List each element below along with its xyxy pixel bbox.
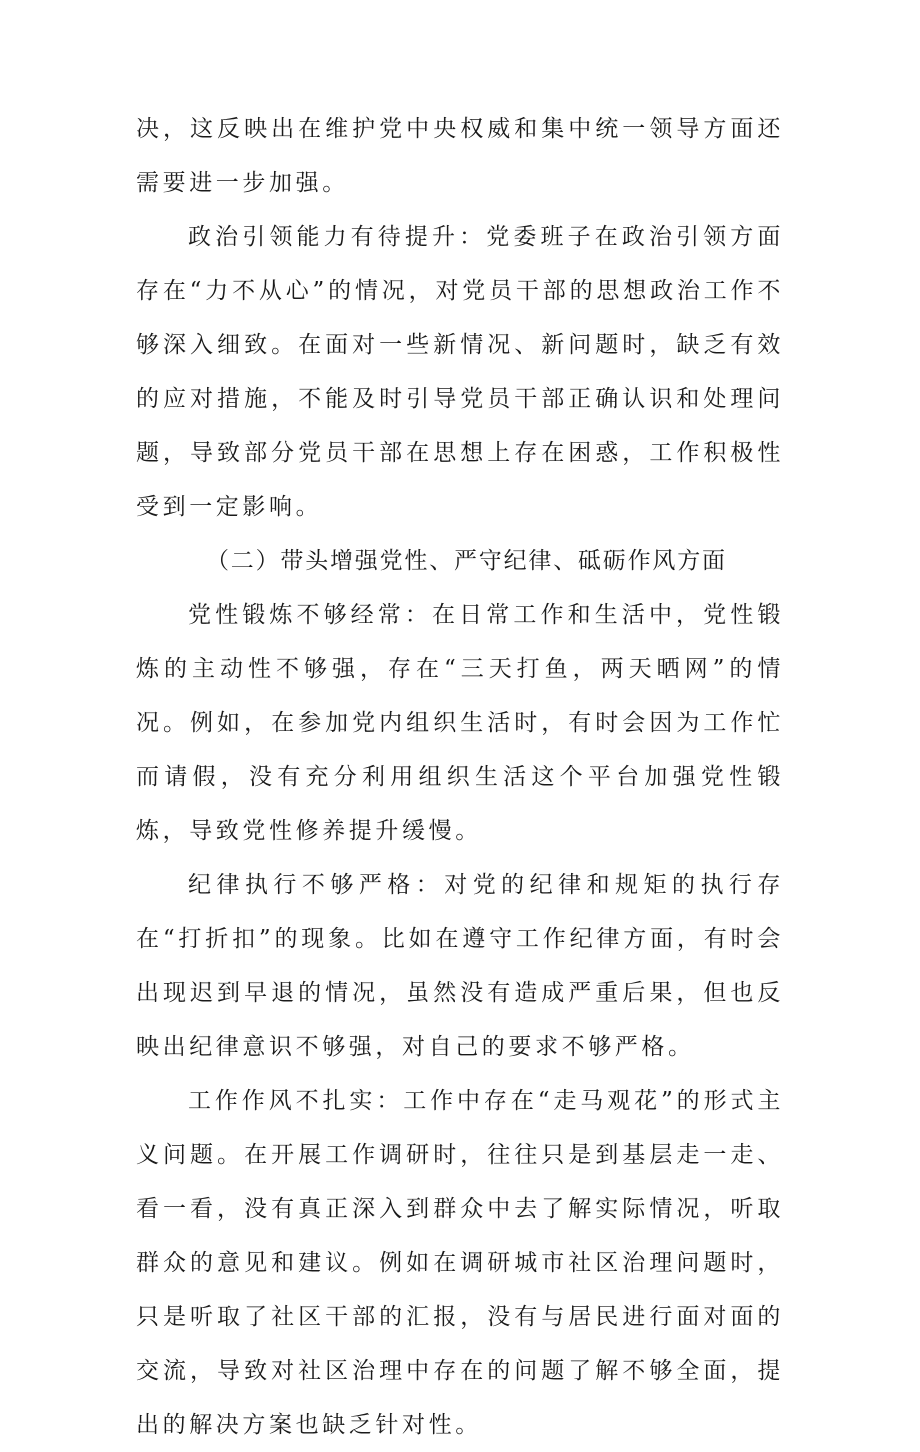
document-body — [136, 102, 784, 1452]
paragraph-party-spirit: 党性锻炼不够经常：在日常工作和生活中，党性锻炼的主动性不够强，存在“三天打鱼，两天晒网”的情况。例如，在参加党内组织生活时，有时会因为工作忙而请假，没有充分利用组织生活这个平台加强党性锻炼，导致党性修养提升缓慢。 — [136, 602, 784, 844]
continued-paragraph: 决，这反映出在维护党中央权威和集中统一领导方面还需要进一步加强。 — [136, 116, 784, 196]
paragraph-work-style: 工作作风不扎实：工作中存在“走马观花”的形式主义问题。在开展工作调研时，往往只是到基层走一走、看一看，没有真正深入到群众中去了解实际情况，听取群众的意见和建议。例如在调研城市社区治理问题时，只是听取了社区干部的汇报，没有与居民进行面对面的交流，导致对社区治理中存在的问题了解不够全面，提出的解决方案也缺乏针对性。 — [136, 1088, 784, 1438]
paragraph-discipline: 纪律执行不够严格：对党的纪律和规矩的执行存在“打折扣”的现象。比如在遵守工作纪律方面，有时会出现迟到早退的情况，虽然没有造成严重后果，但也反映出纪律意识不够强，对自己的要求不够严格。 — [136, 872, 784, 1060]
paragraph-political-guidance: 政治引领能力有待提升：党委班子在政治引领方面存在“力不从心”的情况，对党员干部的思想政治工作不够深入细致。在面对一些新情况、新问题时，缺乏有效的应对措施，不能及时引导党员干部正确认识和处理问题，导致部分党员干部在思想上存在困惑，工作积极性受到一定影响。 — [136, 224, 784, 520]
section-heading-2: （二）带头增强党性、严守纪律、砥砺作风方面 — [206, 548, 727, 574]
